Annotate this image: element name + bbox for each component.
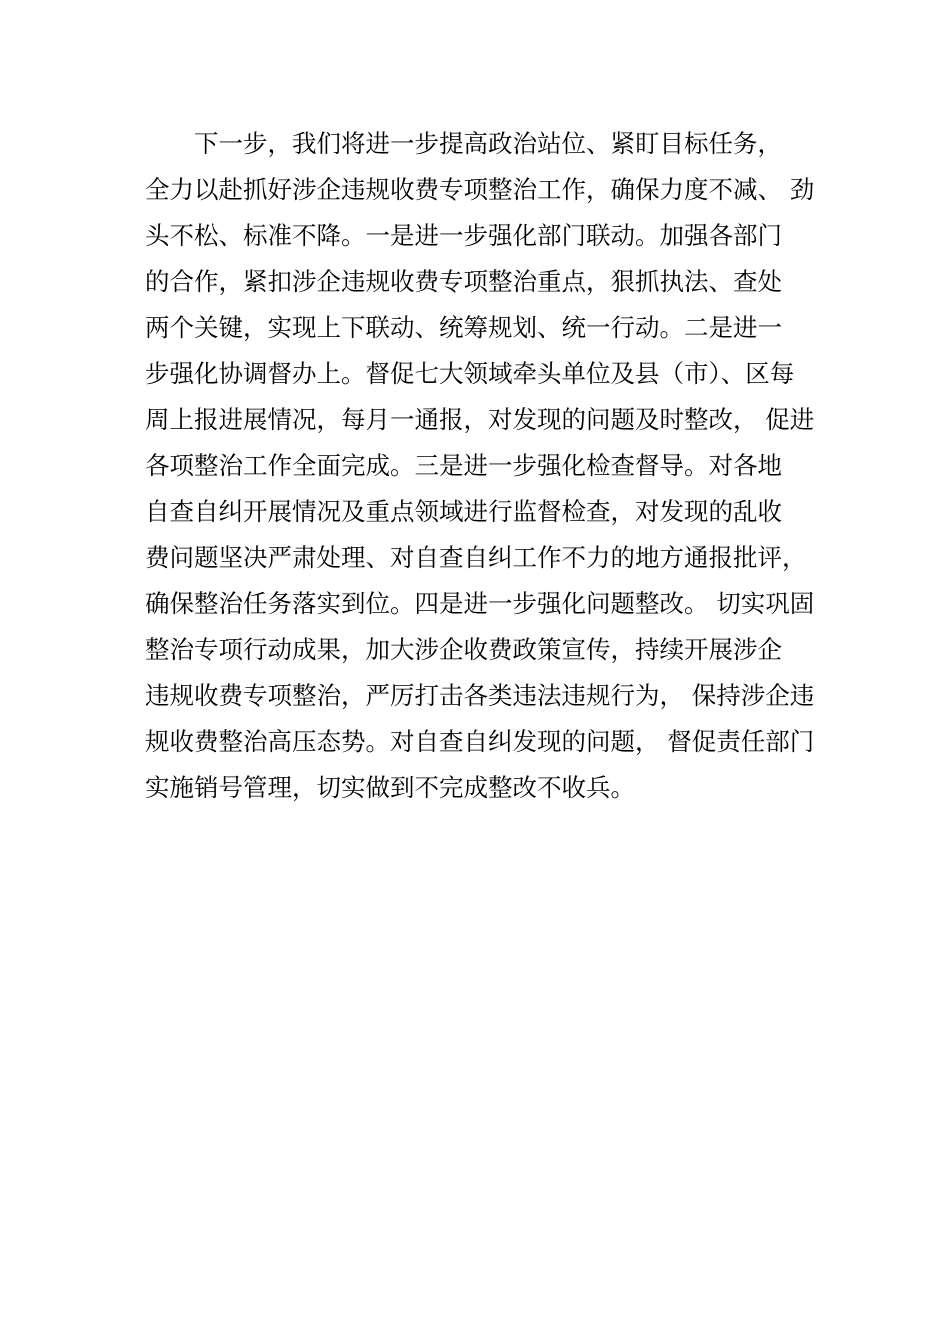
body-paragraph	[145, 121, 825, 811]
paragraph-line: 规收费整治高压态势。对自查自纠发现的问题， 督促责任部门	[145, 727, 815, 756]
paragraph-line: 的合作，紧扣涉企违规收费专项整治重点，狠抓执法、查处	[145, 267, 782, 296]
paragraph-line: 整治专项行动成果，加大涉企收费政策宣传，持续开展涉企	[145, 635, 782, 664]
paragraph-line: 头不松、标准不降。一是进一步强化部门联动。加强各部门	[145, 221, 782, 250]
paragraph-line: 两个关键，实现上下联动、统筹规划、统一行动。二是进一	[145, 313, 782, 342]
paragraph-line: 费问题坚决严肃处理、对自查自纠工作不力的地方通报批评，	[145, 543, 807, 572]
paragraph-line: 自查自纠开展情况及重点领域进行监督检查，对发现的乱收	[145, 497, 782, 526]
paragraph-line: 全力以赴抓好涉企违规收费专项整治工作，确保力度不减、 劲	[145, 175, 815, 204]
paragraph-line: 下一步，我们将进一步提高政治站位、紧盯目标任务，	[194, 129, 782, 158]
paragraph-line: 步强化协调督办上。督促七大领域牵头单位及县（市）、区每	[145, 359, 795, 388]
paragraph-line: 周上报进展情况，每月一通报，对发现的问题及时整改， 促进	[145, 405, 815, 434]
paragraph-line: 各项整治工作全面完成。三是进一步强化检查督导。对各地	[145, 451, 782, 480]
paragraph-line: 违规收费专项整治，严厉打击各类违法违规行为， 保持涉企违	[145, 681, 815, 710]
paragraph-line: 确保整治任务落实到位。四是进一步强化问题整改。 切实巩固	[145, 589, 815, 618]
paragraph-line: 实施销号管理，切实做到不完成整改不收兵。	[145, 773, 635, 802]
